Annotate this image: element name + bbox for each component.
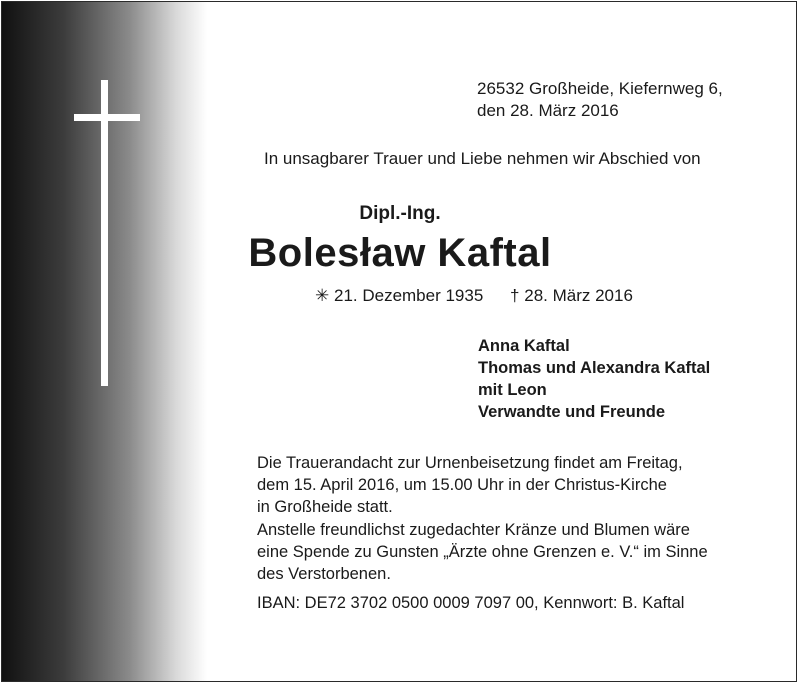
ceremony-line: in Großheide statt. <box>257 498 393 516</box>
donation-line: eine Spende zu Gunsten „Ärzte ohne Grenzen e. V.“ im Sinne <box>257 543 708 561</box>
mourner-line: Verwandte und Freunde <box>478 403 666 421</box>
ceremony-paragraph <box>257 452 742 518</box>
bank-details: IBAN: DE72 3702 0500 0009 7097 00, Kennwort: B. Kaftal <box>257 594 685 612</box>
mourner-line: mit Leon <box>478 381 547 399</box>
mourners-list <box>478 335 710 423</box>
academic-title: Dipl.-Ing. <box>359 203 441 224</box>
ceremony-line: Die Trauerandacht zur Urnenbeisetzung findet am Freitag, <box>257 454 683 472</box>
life-dates <box>315 285 633 307</box>
gradient-side-panel <box>2 2 207 681</box>
deceased-name: Bolesław Kaftal <box>248 231 552 275</box>
mourner-line: Anna Kaftal <box>478 337 570 355</box>
address-line: 26532 Großheide, Kiefernweg 6, <box>477 79 723 98</box>
date-line: den 28. März 2016 <box>477 101 619 120</box>
death-dagger-icon: † <box>510 286 520 305</box>
mourner-line: Thomas und Alexandra Kaftal <box>478 359 711 377</box>
death-date: 28. März 2016 <box>524 286 633 305</box>
ceremony-line: dem 15. April 2016, um 15.00 Uhr in der Christus-Kirche <box>257 476 667 494</box>
donation-line: des Verstorbenen. <box>257 565 391 583</box>
donation-paragraph <box>257 519 742 585</box>
birth-date: 21. Dezember 1935 <box>333 286 484 305</box>
obituary-notice <box>1 1 797 682</box>
intro-text: In unsagbarer Trauer und Liebe nehmen wir Abschied von <box>264 149 701 168</box>
birth-star-icon: ✳ <box>315 286 330 305</box>
address-block <box>477 78 723 122</box>
donation-line: Anstelle freundlichst zugedachter Kränze und Blumen wäre <box>257 521 690 539</box>
